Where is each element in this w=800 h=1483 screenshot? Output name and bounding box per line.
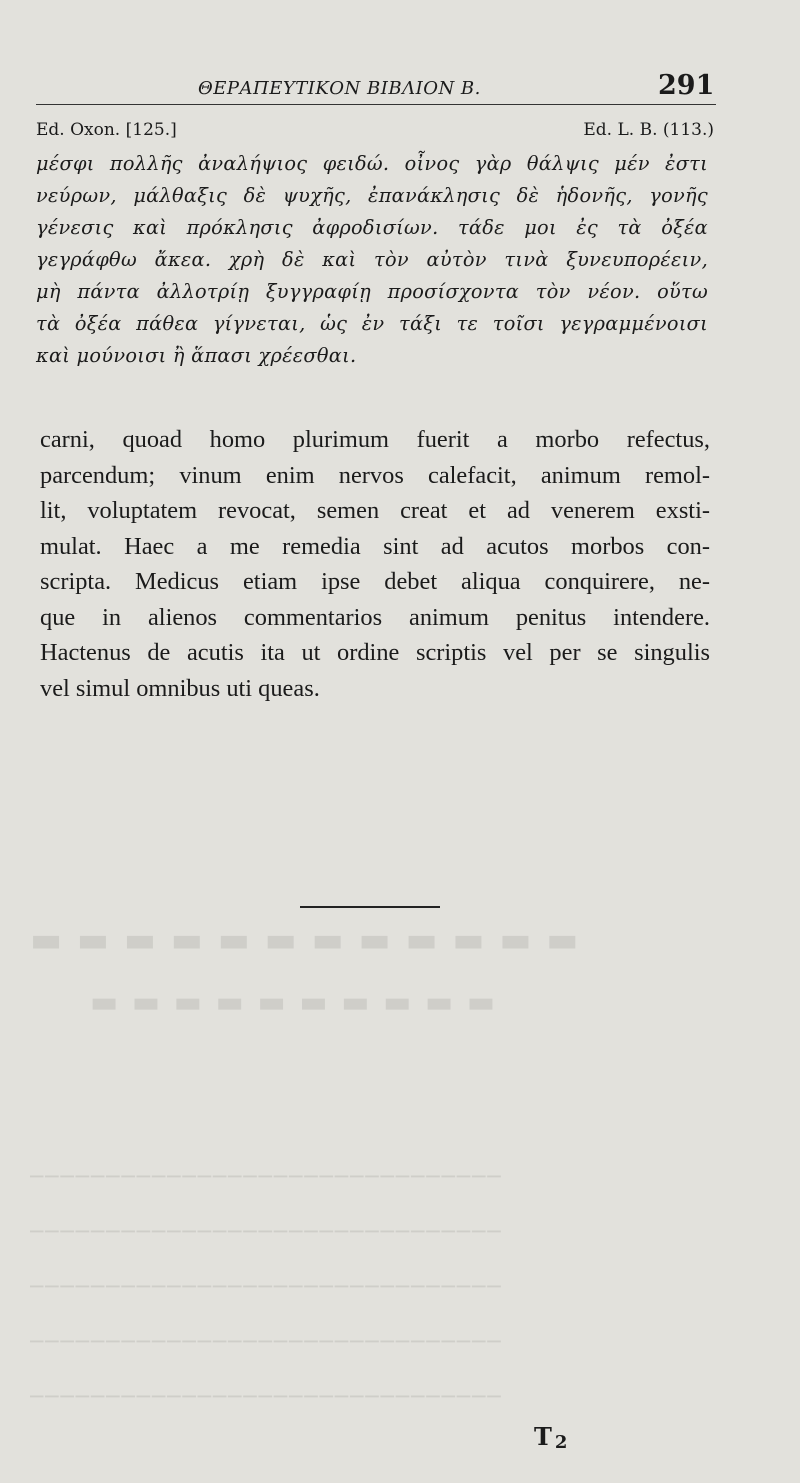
greek-line: καὶ μούνοισι ἢ ἅπασι χρέεσθαι. <box>36 344 357 367</box>
header-rule <box>36 104 716 105</box>
greek-text-block <box>36 148 708 372</box>
latin-line: parcendum; vinum enim nervos calefacit, animum remol- <box>40 461 710 489</box>
signature-number: 2 <box>554 1432 568 1453</box>
latin-line: que in alienos commentarios animum penitus intendere. <box>40 603 710 631</box>
show-through-texture: ─────────────────────────────── <box>30 1385 503 1410</box>
signature-letter: T <box>534 1422 552 1451</box>
latin-line: lit, voluptatem revocat, semen creat et ad venerem exsti- <box>40 497 710 524</box>
latin-line: vel simul omnibus uti queas. <box>40 674 320 702</box>
show-through-texture: ▬ ▬ ▬ ▬ ▬ ▬ ▬ ▬ ▬ ▬ ▬ ▬ <box>30 920 581 960</box>
running-head-title: ΘΕΡΑΠΕΥΤΙΚΟΝ ΒΙΒΛΙΟΝ Β. <box>198 78 481 99</box>
section-separator-rule <box>300 906 440 908</box>
greek-line: γένεσις καὶ πρόκλησις ἀφροδισίων. τάδε μοι ἐς τὰ ὀξέα <box>36 216 708 239</box>
show-through-texture: ▬ ▬ ▬ ▬ ▬ ▬ ▬ ▬ ▬ ▬ <box>90 985 498 1020</box>
greek-line: μὴ πάντα ἀλλοτρίῃ ξυγγραφίῃ προσίσχοντα τὸν νέον. οὕτω <box>36 280 708 303</box>
greek-line: γεγράφθω ἄκεα. χρὴ δὲ καὶ τὸν αὐτὸν τινὰ ξυνευπορέειν, <box>36 248 708 271</box>
edition-references <box>36 120 714 144</box>
running-head <box>0 68 800 108</box>
show-through-texture: ─────────────────────────────── <box>30 1275 503 1300</box>
latin-line: Hactenus de acutis ita ut ordine scriptis vel per se singulis <box>40 639 710 666</box>
latin-line: scripta. Medicus etiam ipse debet aliqua conquirere, ne- <box>40 568 710 595</box>
printer-signature-mark <box>534 1422 567 1453</box>
edition-leiden-ref: Ed. L. B. (113.) <box>583 120 714 140</box>
greek-line: νεύρων, μάλθαξις δὲ ψυχῆς, ἐπανάκλησις δὲ ἡδονῆς, γονῆς <box>36 184 708 207</box>
greek-line: μέσφι πολλῆς ἀναλήψιος φειδώ. οἶνος γὰρ θάλψις μέν ἐστι <box>36 152 708 175</box>
page-number: 291 <box>658 70 715 101</box>
latin-line: carni, quoad homo plurimum fuerit a morbo refectus, <box>40 426 710 453</box>
show-through-texture: ─────────────────────────────── <box>30 1330 503 1355</box>
latin-line: mulat. Haec a me remedia sint ad acutos morbos con- <box>40 532 710 560</box>
greek-line: τὰ ὀξέα πάθεα γίγνεται, ὡς ἐν τάξι τε τοῖσι γεγραμμένοισι <box>36 312 708 335</box>
edition-oxford-ref: Ed. Oxon. [125.] <box>36 120 177 140</box>
show-through-texture: ─────────────────────────────── <box>30 1220 503 1245</box>
latin-translation-block <box>40 422 710 706</box>
show-through-texture: ─────────────────────────────── <box>30 1165 503 1190</box>
